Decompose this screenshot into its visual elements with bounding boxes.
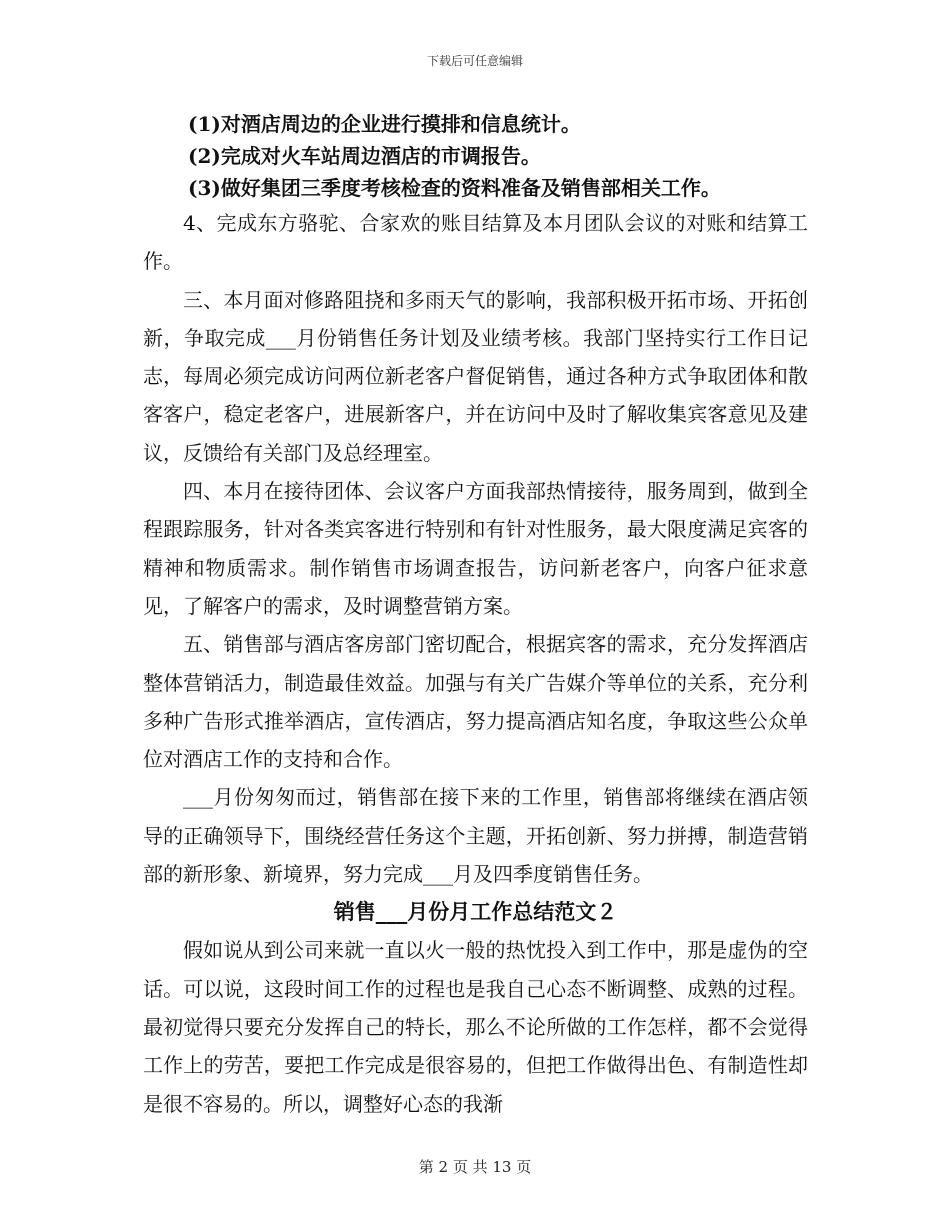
list-item: (1)对酒店周边的企业进行摸排和信息统计。 bbox=[188, 112, 581, 136]
paragraph: 假如说从到公司来就一直以火一般的热忱投入到工作中，那是虚伪的空话。可以说，这段时间工作的过程也是我自己心态不断调整、成熟的过程。最初觉得只要充分发挥自己的特长，那么不论所做的工作怎样，都不会觉得工作上的劳苦，要把工作完成是很容易的，但把工作做得出色、有制造性却是很不容易的。所以，调整好心态的我渐 bbox=[143, 938, 808, 1116]
page-footer: 第 2 页 共 13 页 bbox=[418, 1158, 532, 1176]
list-item: (2)完成对火车站周边酒店的市调报告。 bbox=[188, 144, 541, 168]
page-header: 下载后可任意编辑 bbox=[426, 54, 523, 68]
document-body bbox=[143, 108, 808, 1123]
section-title: 销售___月份月工作总结范文２ bbox=[333, 899, 618, 925]
paragraph: 四、本月在接待团体、会议客户方面我部热情接待，服务周到，做到全程跟踪服务，针对各类宾客进行特别和有针对性服务，最大限度满足宾客的精神和物质需求。制作销售市场调查报告，访问新老客户，向客户征求意见，了解客户的需求，及时调整营销方案。 bbox=[143, 479, 808, 618]
paragraph: 三、本月面对修路阻挠和多雨天气的影响，我部积极开拓市场、开拓创新，争取完成___月份销售任务计划及业绩考核。我部门坚持实行工作日记志，每周必须完成访问两位新老客户督促销售，通过各种方式争取团体和散客客户，稳定老客户，进展新客户，并在访问中及时了解收集宾客意见及建议，反馈给有关部门及总经理室。 bbox=[143, 287, 808, 465]
paragraph: 五、销售部与酒店客房部门密切配合，根据宾客的需求，充分发挥酒店整体营销活力，制造最佳效益。加强与有关广告媒介等单位的关系，充分利多种广告形式推举酒店，宣传酒店，努力提高酒店知名度，争取这些公众单位对酒店工作的支持和合作。 bbox=[143, 632, 808, 772]
paragraph: 4、完成东方骆驼、合家欢的账目结算及本月团队会议的对账和结算工作。 bbox=[143, 211, 808, 274]
list-item: (3)做好集团三季度考核检查的资料准备及销售部相关工作。 bbox=[188, 176, 721, 200]
paragraph: ___月份匆匆而过，销售部在接下来的工作里，销售部将继续在酒店领导的正确领导下，围绕经营任务这个主题，开拓创新、努力拼搏，制造营销部的新形象、新境界，努力完成___月及四季度销售任务。 bbox=[143, 785, 808, 887]
